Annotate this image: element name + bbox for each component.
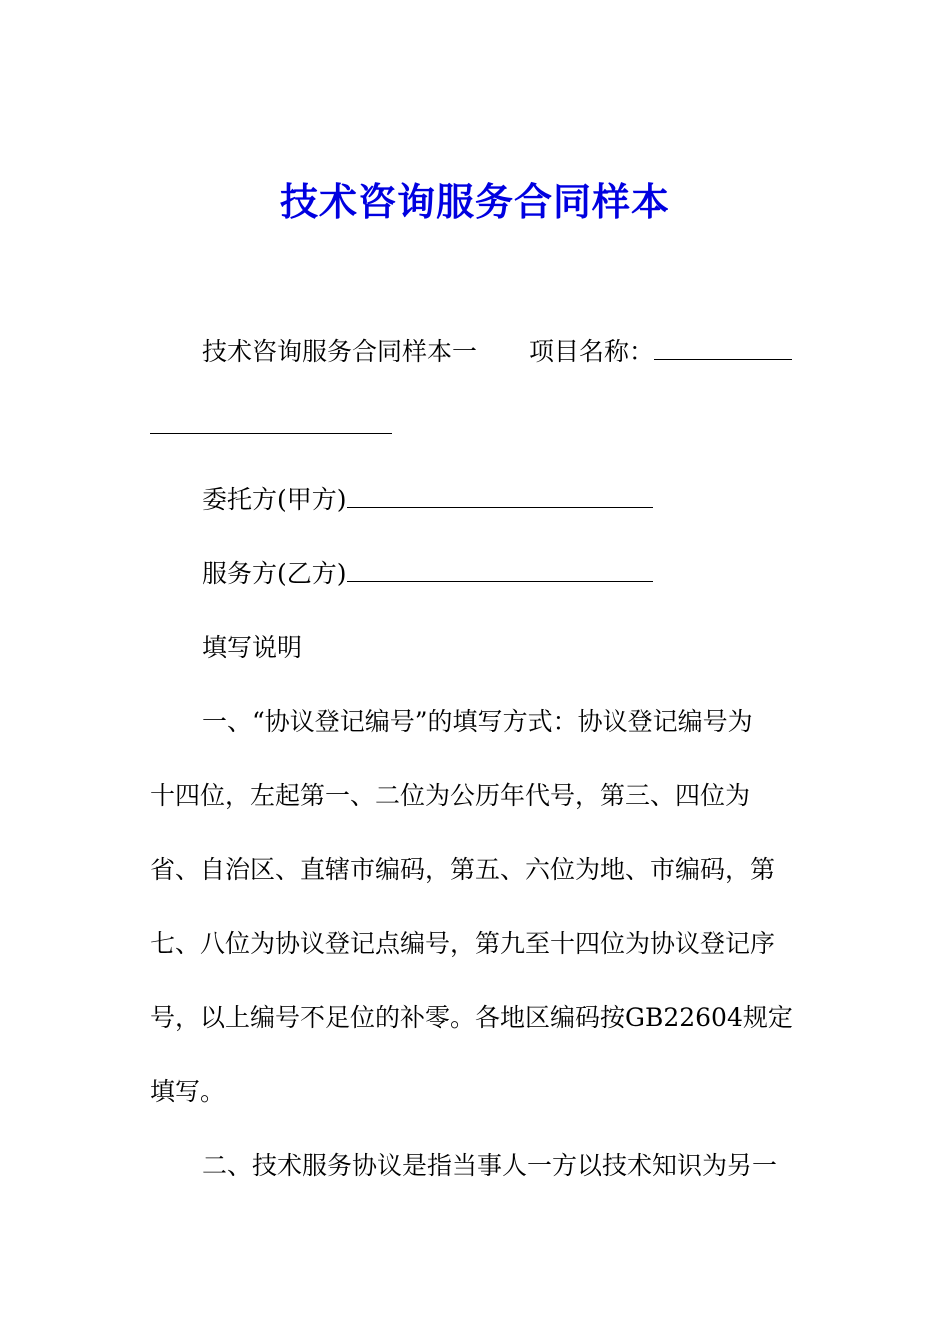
party-a-line (202, 482, 653, 518)
project-name-blank (654, 337, 792, 360)
party-b-label: 服务方(乙方) (202, 559, 347, 588)
project-name-label: 项目名称： (529, 337, 655, 366)
paragraph1-line: 号，以上编号不足位的补零。各地区编码按GB22604规定 (150, 1003, 793, 1032)
party-a-label: 委托方(甲方) (202, 485, 347, 514)
paragraph1-line: 省、自治区、直辖市编码，第五、六位为地、市编码，第 (150, 855, 776, 884)
instructions-heading: 填写说明 (202, 633, 303, 662)
project-name-blank-2 (150, 411, 392, 434)
party-a-blank (347, 485, 653, 508)
paragraph1-line: 一、“协议登记编号”的填写方式：协议登记编号为 (202, 707, 753, 736)
project-name-continuation (150, 408, 392, 444)
contract-label: 技术咨询服务合同样本一 (202, 337, 478, 366)
paragraph1-line: 十四位，左起第一、二位为公历年代号，第三、四位为 (150, 781, 751, 810)
page-title: 技术咨询服务合同样本 (279, 180, 670, 224)
party-b-line (202, 556, 653, 592)
paragraph2-line: 二、技术服务协议是指当事人一方以技术知识为另一 (202, 1151, 778, 1180)
paragraph1-line: 七、八位为协议登记点编号，第九至十四位为协议登记序 (150, 929, 776, 958)
paragraph1-line: 填写。 (150, 1077, 226, 1106)
party-b-blank (347, 559, 653, 582)
header-line (202, 334, 792, 370)
